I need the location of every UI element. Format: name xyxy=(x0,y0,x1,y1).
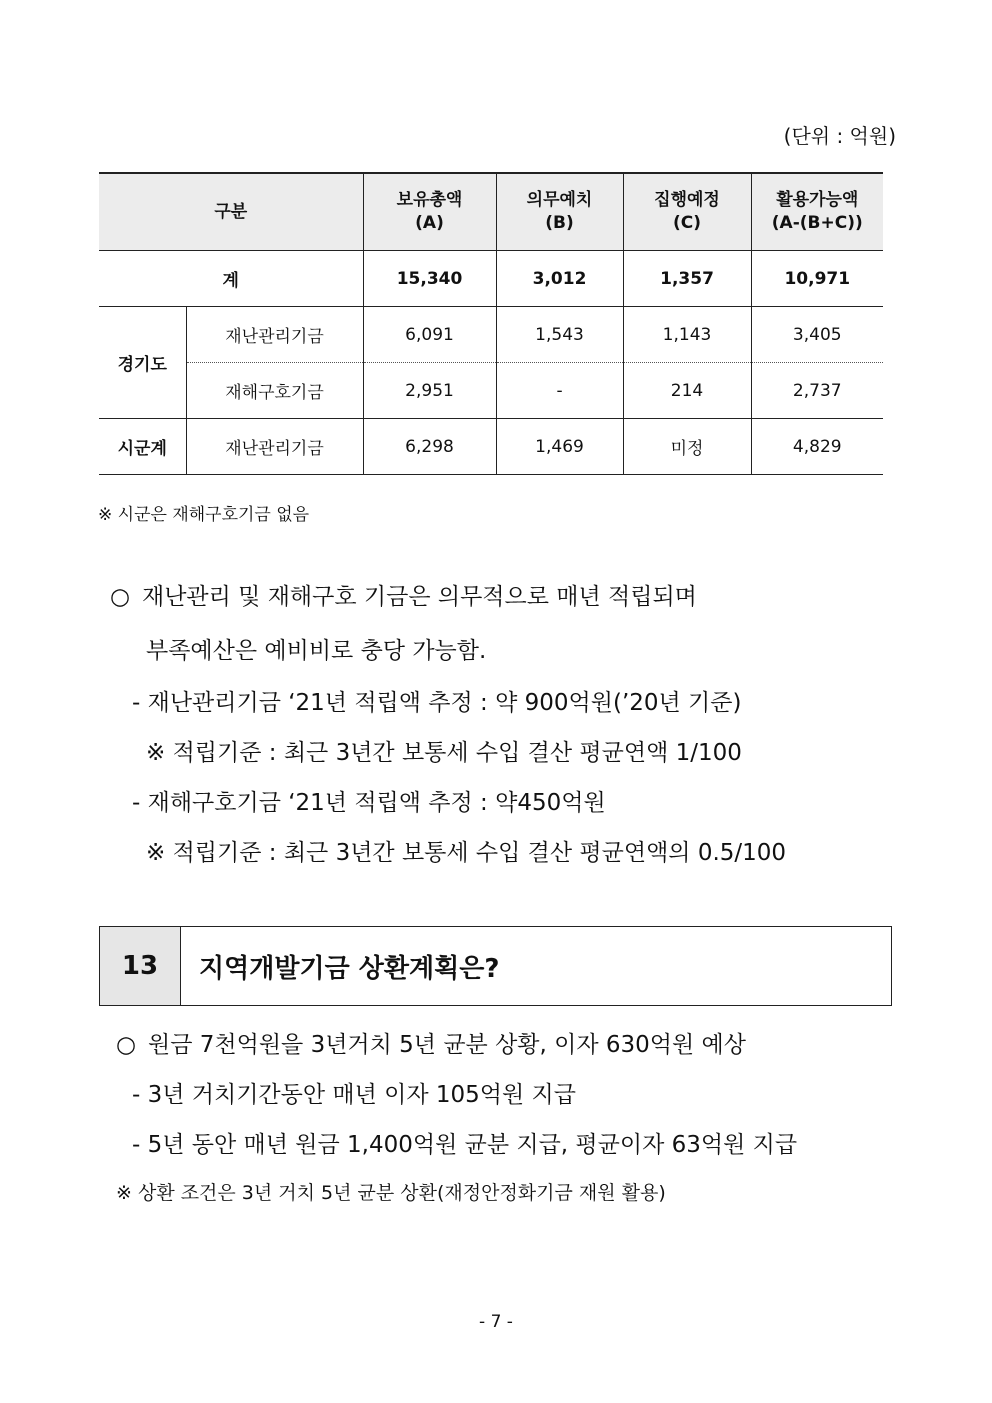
paragraph1-note: ※ 적립기준 : 최근 3년간 보통세 수입 결산 평균연액 1/100 xyxy=(146,740,742,766)
table-cell: 3,012 xyxy=(496,251,623,307)
group-gyeonggi: 경기도 xyxy=(99,307,186,419)
paragraph1-item: - 재해구호기금 ‘21년 적립액 추정 : 약450억원 xyxy=(132,790,606,816)
paragraph2-item: - 3년 거치기간동안 매년 이자 105억원 지급 xyxy=(132,1082,576,1108)
table-cell: 1,143 xyxy=(623,307,751,363)
table-cell: 4,829 xyxy=(751,419,883,475)
table-cell: 15,340 xyxy=(363,251,496,307)
fund-name: 재난관리기금 xyxy=(186,307,363,363)
table-cell: 1,357 xyxy=(623,251,751,307)
unit-label: (단위 : 억원) xyxy=(783,124,896,148)
table-cell: 214 xyxy=(623,363,751,419)
table-cell: 1,543 xyxy=(496,307,623,363)
section-number: 13 xyxy=(100,927,181,1005)
paragraph1-line1: ○ 재난관리 및 재해구호 기금은 의무적으로 매년 적립되며 xyxy=(110,584,697,610)
section-title: 지역개발기금 상환계획은? xyxy=(199,953,500,984)
table-cell: 1,469 xyxy=(496,419,623,475)
paragraph1-item: - 재난관리기금 ‘21년 적립액 추정 : 약 900억원(’20년 기준) xyxy=(132,690,742,716)
table-header-row xyxy=(99,173,883,251)
table-cell: 10,971 xyxy=(751,251,883,307)
paragraph2-line1: ○ 원금 7천억원을 3년거치 5년 균분 상황, 이자 630억원 예상 xyxy=(116,1032,746,1058)
table-row xyxy=(99,307,883,363)
paragraph1-note: ※ 적립기준 : 최근 3년간 보통세 수입 결산 평균연액의 0.5/100 xyxy=(146,840,787,866)
fund-table xyxy=(99,172,883,475)
header-planned-execution: 집행예정 (C) xyxy=(623,173,751,251)
paragraph2-note: ※ 상환 조건은 3년 거치 5년 균분 상환(재정안정화기금 재원 활용) xyxy=(116,1182,666,1204)
table-row xyxy=(99,419,883,475)
table-cell: 2,951 xyxy=(363,363,496,419)
header-available-amount: 활용가능액 (A-(B+C)) xyxy=(751,173,883,251)
table-cell: 2,737 xyxy=(751,363,883,419)
paragraph2-item: - 5년 동안 매년 원금 1,400억원 균분 지급, 평균이자 63억원 지급 xyxy=(132,1132,798,1158)
section-header xyxy=(99,926,892,1006)
table-cell: - xyxy=(496,363,623,419)
group-sigun: 시군계 xyxy=(99,419,186,475)
header-holding-total: 보유총액 (A) xyxy=(363,173,496,251)
table-row-total xyxy=(99,251,883,307)
header-category: 구분 xyxy=(99,173,363,251)
header-mandatory-deposit: 의무예치 (B) xyxy=(496,173,623,251)
fund-name: 재난관리기금 xyxy=(186,419,363,475)
table-cell: 미정 xyxy=(623,419,751,475)
paragraph1-line2: 부족예산은 예비비로 충당 가능함. xyxy=(146,638,487,664)
circle-bullet-icon: ○ xyxy=(110,584,131,610)
table-cell: 6,091 xyxy=(363,307,496,363)
fund-name: 재해구호기금 xyxy=(186,363,363,419)
total-label: 계 xyxy=(99,251,363,307)
table-cell: 6,298 xyxy=(363,419,496,475)
table-note: ※ 시군은 재해구호기금 없음 xyxy=(98,505,310,525)
page-number: - 7 - xyxy=(479,1312,513,1332)
table-cell: 3,405 xyxy=(751,307,883,363)
table-row xyxy=(99,363,883,419)
circle-bullet-icon: ○ xyxy=(116,1032,137,1058)
